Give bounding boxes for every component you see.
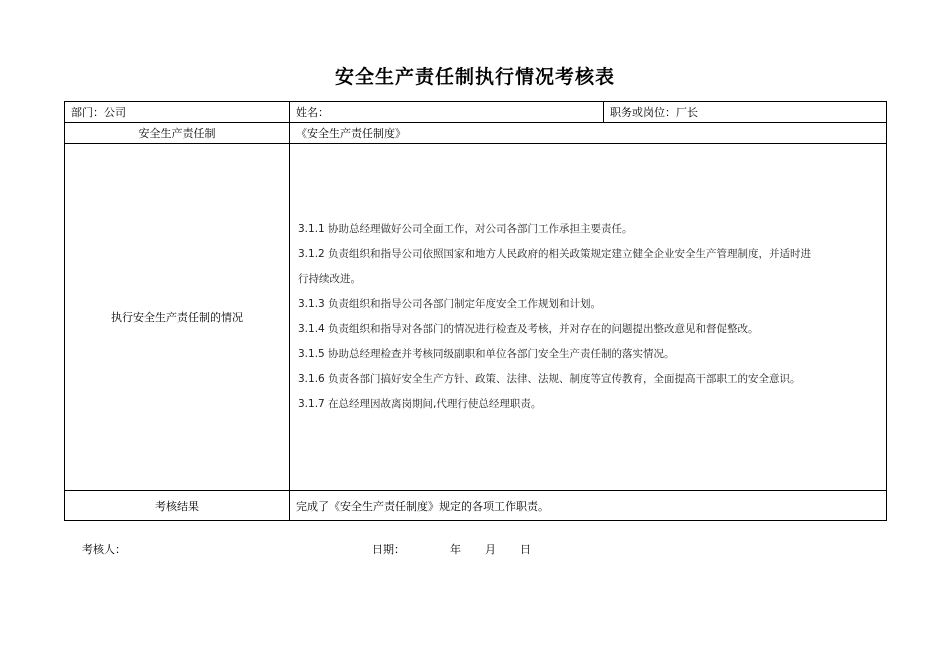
header-row (65, 102, 887, 123)
day-label: 日 (520, 543, 531, 556)
assessment-table (64, 101, 887, 521)
result-row (65, 491, 887, 521)
result-value: 完成了《安全生产责任制度》规定的各项工作职责。 (290, 491, 887, 521)
result-label: 考核结果 (65, 491, 290, 521)
list-item: 3.1.5 协助总经理检查并考核同级副职和单位各部门安全生产责任制的落实情况。 (298, 348, 675, 360)
assessor-label: 考核人： (82, 543, 126, 556)
execution-label: 执行安全生产责任制的情况 (65, 144, 290, 491)
year-label: 年 (450, 543, 461, 556)
list-item: 行持续改进。 (298, 273, 361, 285)
list-item: 3.1.2 负责组织和指导公司依照国家和地方人民政府的相关政策规定建立健全企业安全生产管理制度，并适时进 (298, 248, 812, 260)
list-item: 3.1.3 负责组织和指导公司各部门制定年度安全工作规划和计划。 (298, 298, 602, 310)
responsibility-value: 《安全生产责任制度》 (290, 123, 887, 144)
list-item: 3.1.6 负责各部门搞好安全生产方针、政策、法律、法规、制度等宣传教育，全面提高干部职工的安全意识。 (298, 373, 801, 385)
list-item: 3.1.1 协助总经理做好公司全面工作，对公司各部门工作承担主要责任。 (298, 223, 633, 235)
execution-items (290, 144, 887, 491)
responsibility-row (65, 123, 887, 144)
responsibility-label: 安全生产责任制 (65, 123, 290, 144)
date-label: 日期： (372, 543, 405, 556)
list-item: 3.1.7 在总经理因故离岗期间,代理行使总经理职责。 (298, 398, 542, 410)
department-cell: 部门：公司 (65, 102, 290, 123)
form-title: 安全生产责任制执行情况考核表 (334, 66, 615, 88)
execution-row (65, 144, 887, 491)
list-item: 3.1.4 负责组织和指导对各部门的情况进行检查及考核，并对存在的问题提出整改意见和督促整改。 (298, 323, 759, 335)
position-cell: 职务或岗位：厂长 (604, 102, 887, 123)
name-cell: 姓名： (290, 102, 604, 123)
month-label: 月 (485, 543, 496, 556)
